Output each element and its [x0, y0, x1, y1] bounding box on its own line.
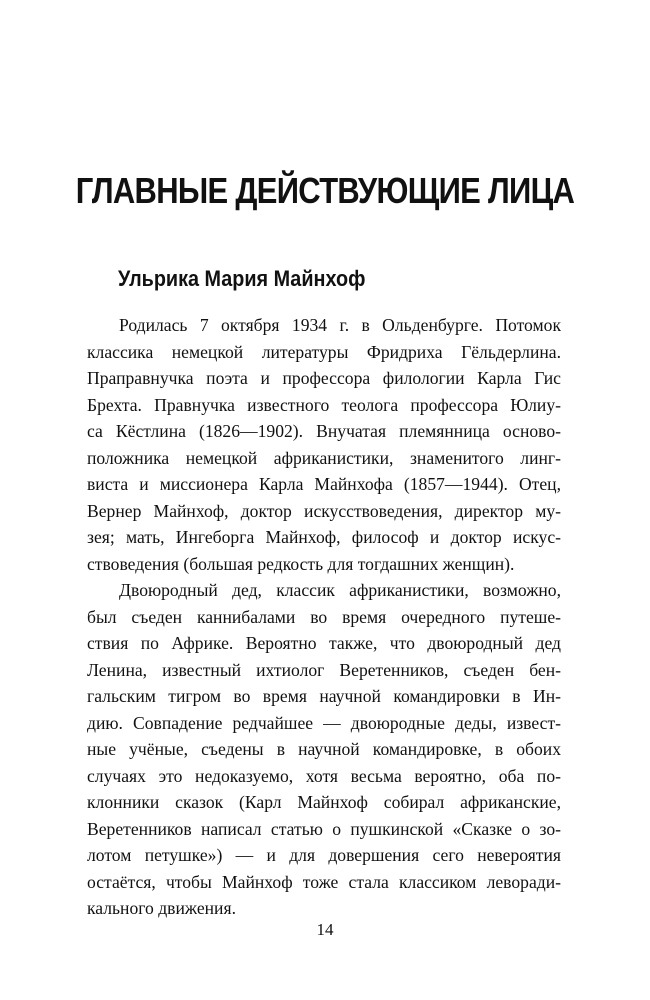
- text-line: ствия по Африке. Вероятно также, что двоюродный дед: [87, 633, 561, 653]
- text-line: гальским тигром во время научной командировки в Ин-: [87, 686, 561, 706]
- text-line: Вернер Майнхоф, доктор искусствоведения, директор му-: [87, 500, 561, 521]
- text-line: Двоюродный дед, классик африканистики, возможно,: [119, 580, 561, 600]
- text-line: был съеден каннибалами во время очередного путеше-: [87, 606, 561, 627]
- text-line: кального движения.: [87, 898, 236, 918]
- text-line: Брехта. Правнучка известного теолога профессора Юлиу-: [87, 394, 561, 415]
- text-line: виста и миссионера Карла Майнхофа (1857—1944). Отец,: [87, 474, 561, 494]
- text-line: случаях это недоказуемо, хотя весьма вероятно, оба по-: [87, 765, 561, 786]
- text-line: Родилась 7 октября 1934 г. в Ольденбурге. Потомок: [119, 315, 561, 335]
- text-line: зея; мать, Ингеборга Майнхоф, философ и доктор искус-: [87, 527, 561, 547]
- text-line: положника немецкой африканистики, знаменитого линг-: [87, 447, 561, 468]
- chapter-title: ГЛАВНЫЕ ДЕЙСТВУЮЩИЕ ЛИЦА: [75, 170, 575, 211]
- text-line: Ленина, известный ихтиолог Веретенников, съеден бен-: [87, 659, 561, 680]
- text-line: лотом петушке») — и для довершения сего невероятия: [87, 845, 561, 865]
- page-number: 14: [316, 920, 334, 939]
- text-line: Веретенников написал статью о пушкинской «Сказке о зо-: [87, 818, 561, 839]
- text-line: Праправнучка поэта и профессора филологии Карла Гис: [87, 368, 561, 388]
- text-line: остаётся, чтобы Майнхоф тоже стала классиком леворади-: [87, 871, 561, 892]
- section-heading-person-name: Ульрика Мария Майнхоф: [118, 266, 366, 291]
- text-line: клонники сказок (Карл Майнхоф собирал африканские,: [87, 792, 561, 812]
- text-line: са Кёстлина (1826—1902). Внучатая племянница осново-: [87, 421, 561, 441]
- text-line: дию. Совпадение редчайшее — двоюродные деды, извест-: [87, 712, 561, 733]
- body-text: [87, 312, 561, 922]
- text-line: ные учёные, съедены в научной командировке, в обоих: [87, 739, 561, 759]
- text-line: классика немецкой литературы Фридриха Гёльдерлина.: [87, 341, 561, 362]
- text-line: ствоведения (большая редкость для тогдашних женщин).: [87, 553, 515, 574]
